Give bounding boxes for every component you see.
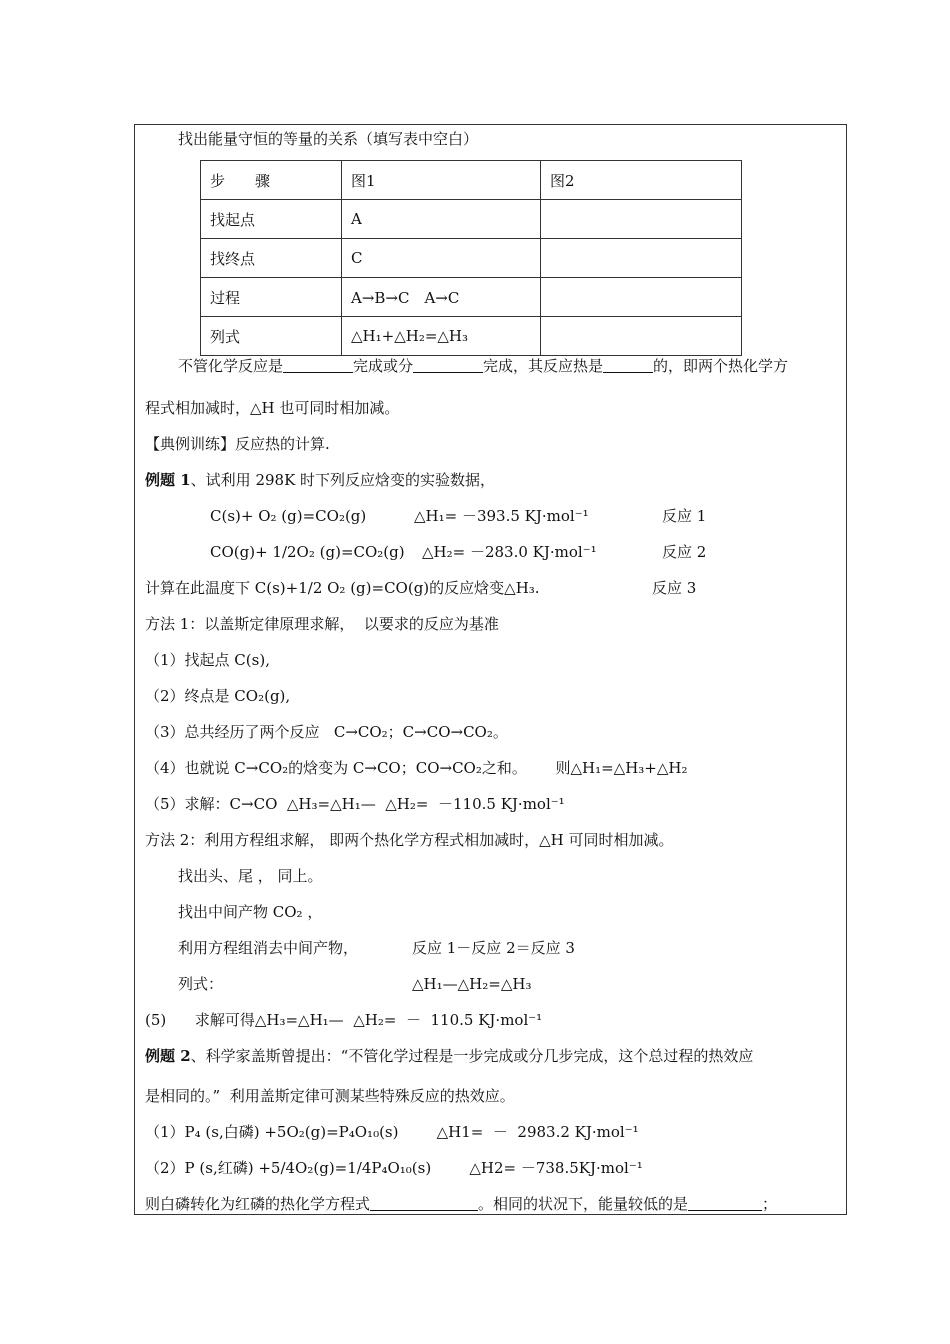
fill-blank[interactable]: [283, 358, 353, 373]
table-cell-fig1: △H₁+△H₂=△H₃: [342, 317, 541, 356]
example-text: 、科学家盖斯曾提出：“不管化学过程是一步完成或分几步完成，这个总过程的热效应: [190, 1047, 754, 1065]
example-text: 、试利用 298K 时下列反应焓变的实验数据，: [190, 471, 496, 489]
fill-blank[interactable]: [413, 358, 483, 373]
table-cell-fig1: C: [342, 239, 541, 278]
example2-intro: [145, 1046, 753, 1066]
method2-line: 利用方程组消去中间产物，: [178, 939, 359, 957]
method1-step: （2）终点是 CO₂(g),: [145, 687, 291, 705]
table-cell-fig2[interactable]: [541, 317, 742, 356]
table-cell-fig2[interactable]: [541, 239, 742, 278]
method2-line: 反应 1－反应 2＝反应 3: [412, 939, 575, 957]
table-header-cell: 图1: [342, 161, 541, 200]
method2-line: 找出中间产物 CO₂ ，: [178, 903, 323, 921]
table-cell-fig1: A: [342, 200, 541, 239]
method1-step: （1）找起点 C(s),: [145, 651, 270, 669]
principle-text: 的，即两个热化学方: [653, 357, 789, 375]
principle-text: 完成，其反应热是: [483, 357, 604, 375]
target-reaction: 计算在此温度下 C(s)+1/2 O₂ (g)=CO(g)的反应焓变△H₃.: [145, 579, 540, 597]
table-row: [201, 317, 742, 356]
table-header-cell: 图2: [541, 161, 742, 200]
example2-reaction: （2）P (s,红磷) +5/4O₂(g)=1/4P₄O₁₀(s) △H2= －738.5KJ·mol⁻¹: [145, 1159, 643, 1177]
method2-line: △H₁—△H₂=△H₃: [412, 975, 532, 993]
method1-step: （3）总共经历了两个反应 C→CO₂；C→CO→CO₂。: [145, 723, 508, 741]
method1-step: （5）求解：C→CO △H₃=△H₁— △H₂= －110.5 KJ·mol⁻¹: [145, 795, 565, 813]
table-header-cell: 步 骤: [201, 161, 342, 200]
table-row: [201, 239, 742, 278]
table-cell-step: 过程: [201, 278, 342, 317]
energy-steps-table: [200, 160, 742, 356]
question-text: 。相同的状况下，能量较低的是: [478, 1195, 689, 1213]
method2-line: 列式：: [178, 975, 224, 993]
principle-line-1: [178, 356, 788, 376]
reaction2-equation: CO(g)+ 1/2O₂ (g)=CO₂(g): [210, 543, 405, 561]
table-cell-fig2[interactable]: [541, 200, 742, 239]
principle-line-2: 程式相加减时，△H 也可同时相加减。: [145, 399, 400, 417]
example-label: 例题 2: [145, 1047, 191, 1065]
example2-question: [145, 1194, 777, 1214]
reaction1-equation: C(s)+ O₂ (g)=CO₂(g): [210, 507, 367, 525]
table-cell-fig1: A→B→C A→C: [342, 278, 541, 317]
table-cell-step: 列式: [201, 317, 342, 356]
reaction1-name: 反应 1: [662, 507, 707, 525]
reaction2-name: 反应 2: [662, 543, 707, 561]
principle-text: 完成或分: [353, 357, 414, 375]
question-text: 则白磷转化为红磷的热化学方程式: [145, 1195, 371, 1213]
target-reaction-name: 反应 3: [652, 579, 697, 597]
table-header-row: [201, 161, 742, 200]
fill-blank[interactable]: [370, 1196, 478, 1211]
section-title: 【典例训练】反应热的计算.: [145, 435, 330, 453]
example-label: 例题 1: [145, 471, 191, 489]
table-cell-fig2[interactable]: [541, 278, 742, 317]
table-cell-step: 找起点: [201, 200, 342, 239]
reaction1-enthalpy: △H₁= －393.5 KJ·mol⁻¹: [414, 507, 589, 525]
table-row: [201, 200, 742, 239]
table-row: [201, 278, 742, 317]
method2-title: 方法 2：利用方程组求解， 即两个热化学方程式相加减时，△H 可同时相加减。: [145, 831, 674, 849]
reaction2-enthalpy: △H₂= －283.0 KJ·mol⁻¹: [422, 543, 597, 561]
method2-line: 找出头、尾 ， 同上。: [178, 867, 323, 885]
method1-title: 方法 1：以盖斯定律原理求解， 以要求的反应为基准: [145, 615, 499, 633]
example2-line2: 是相同的。” 利用盖斯定律可测某些特殊反应的热效应。: [145, 1087, 515, 1105]
example1-intro: [145, 470, 495, 490]
method2-solution: (5) 求解可得△H₃=△H₁— △H₂= － 110.5 KJ·mol⁻¹: [145, 1011, 543, 1029]
fill-blank[interactable]: [688, 1196, 762, 1211]
question-text: ；: [762, 1195, 778, 1213]
table-cell-step: 找终点: [201, 239, 342, 278]
example2-reaction: （1）P₄ (s,白磷) +5O₂(g)=P₄O₁₀(s) △H1= － 2983.2 KJ·mol⁻¹: [145, 1123, 639, 1141]
intro-text: 找出能量守恒的等量的关系（填写表中空白）: [178, 130, 479, 148]
fill-blank[interactable]: [603, 358, 653, 373]
method1-step: （4）也就说 C→CO₂的焓变为 C→CO；CO→CO₂之和。 则△H₁=△H₃+△H₂: [145, 759, 688, 777]
principle-text: 不管化学反应是: [178, 357, 284, 375]
